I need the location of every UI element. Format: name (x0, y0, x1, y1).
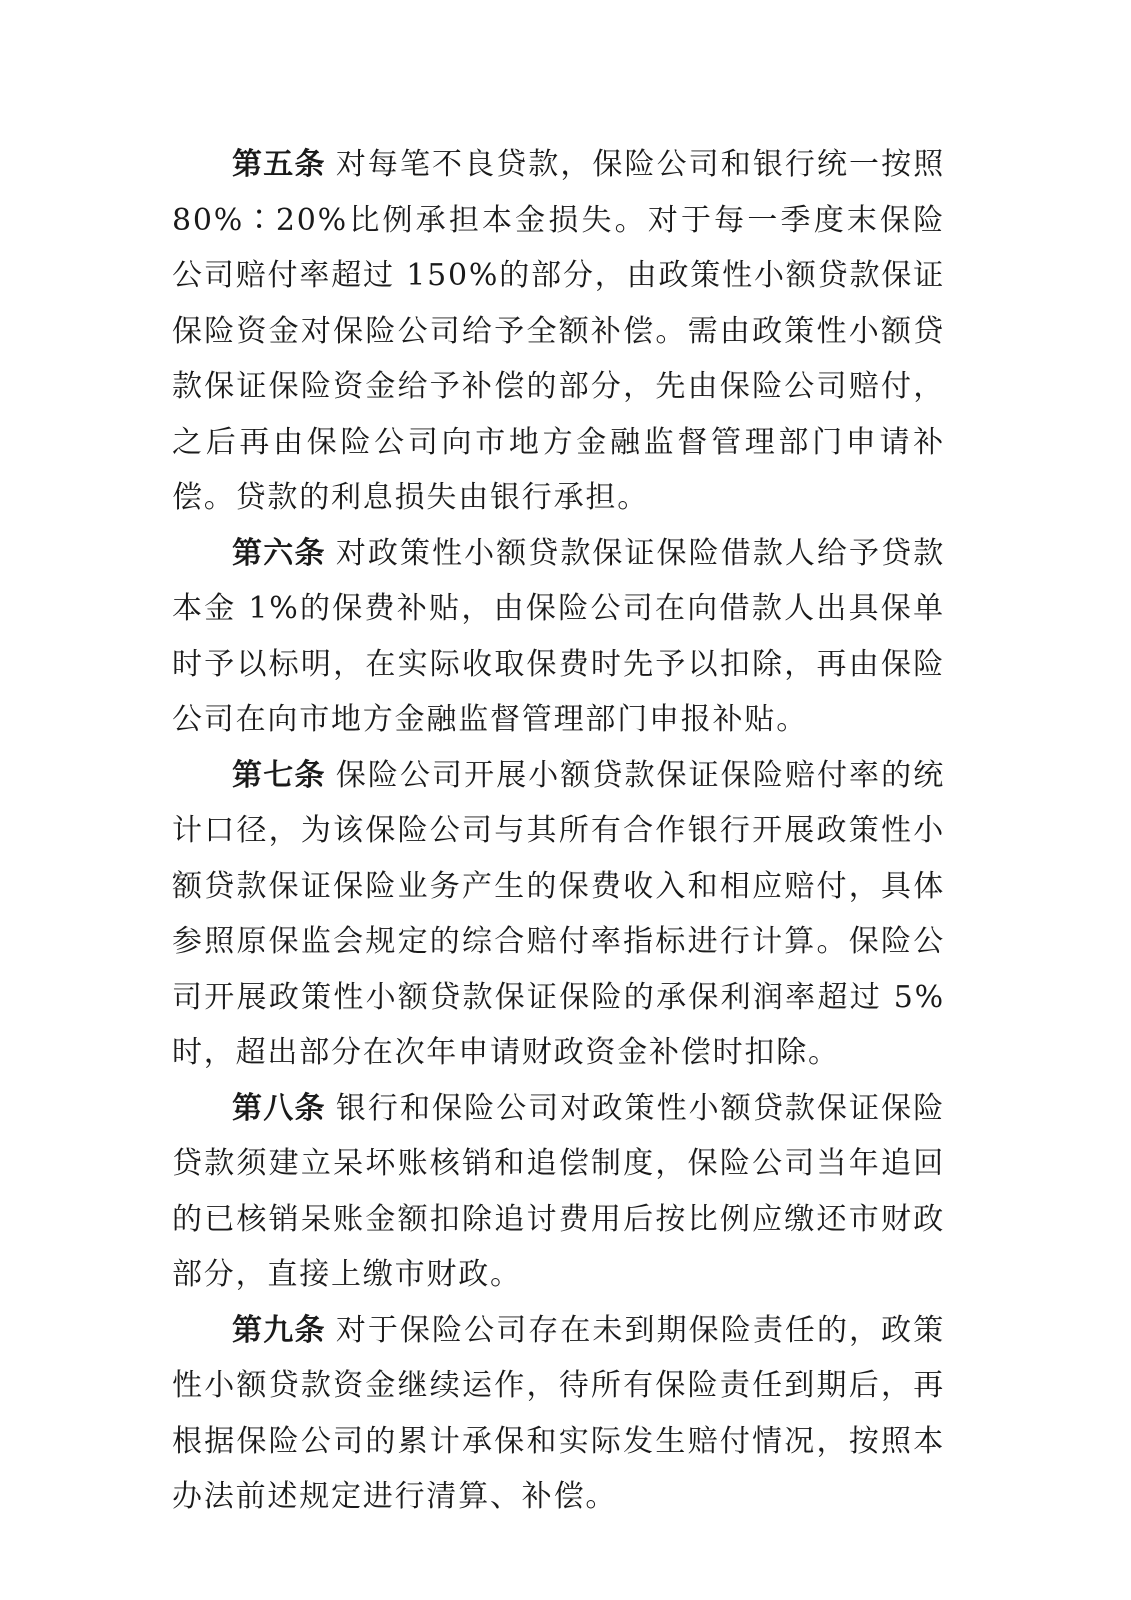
article-6-text: 对政策性小额贷款保证保险借款人给予贷款本金 1%的保费补贴，由保险公司在向借款人出具保单时予以标明，在实际收取保费时先予以扣除，再由保险公司在向市地方金融监督管理部门申报补贴。 (172, 535, 945, 737)
article-7 (172, 748, 945, 1081)
article-9 (172, 1303, 945, 1525)
article-9-label: 第九条 (232, 1312, 326, 1348)
article-8-label: 第八条 (232, 1090, 326, 1126)
article-5 (172, 137, 945, 526)
article-6 (172, 526, 945, 748)
article-9-text: 对于保险公司存在未到期保险责任的，政策性小额贷款资金继续运作，待所有保险责任到期后，再根据保险公司的累计承保和实际发生赔付情况，按照本办法前述规定进行清算、补偿。 (172, 1312, 945, 1514)
article-5-label: 第五条 (232, 147, 326, 182)
article-8-text: 银行和保险公司对政策性小额贷款保证保险贷款须建立呆坏账核销和追偿制度，保险公司当年追回的已核销呆账金额扣除追讨费用后按比例应缴还市财政部分，直接上缴市财政。 (172, 1090, 945, 1292)
article-6-label: 第六条 (232, 535, 326, 571)
document-page (172, 137, 945, 1525)
article-7-label: 第七条 (232, 757, 326, 793)
article-5-text: 对每笔不良贷款，保险公司和银行统一按照80%∶20%比例承担本金损失。对于每一季度末保险公司赔付率超过 150%的部分，由政策性小额贷款保证保险资金对保险公司给予全额补偿。需由政策性小额贷款保证保险资金给予补偿的部分，先由保险公司赔付，之后再由保险公司向市地方金融监督管理部门申请补偿。贷款的利息损失由银行承担。 (172, 147, 945, 515)
article-7-text: 保险公司开展小额贷款保证保险赔付率的统计口径，为该保险公司与其所有合作银行开展政策性小额贷款保证保险业务产生的保费收入和相应赔付，具体参照原保监会规定的综合赔付率指标进行计算。保险公司开展政策性小额贷款保证保险的承保利润率超过 5%时，超出部分在次年申请财政资金补偿时扣除。 (172, 757, 945, 1070)
article-8 (172, 1081, 945, 1303)
